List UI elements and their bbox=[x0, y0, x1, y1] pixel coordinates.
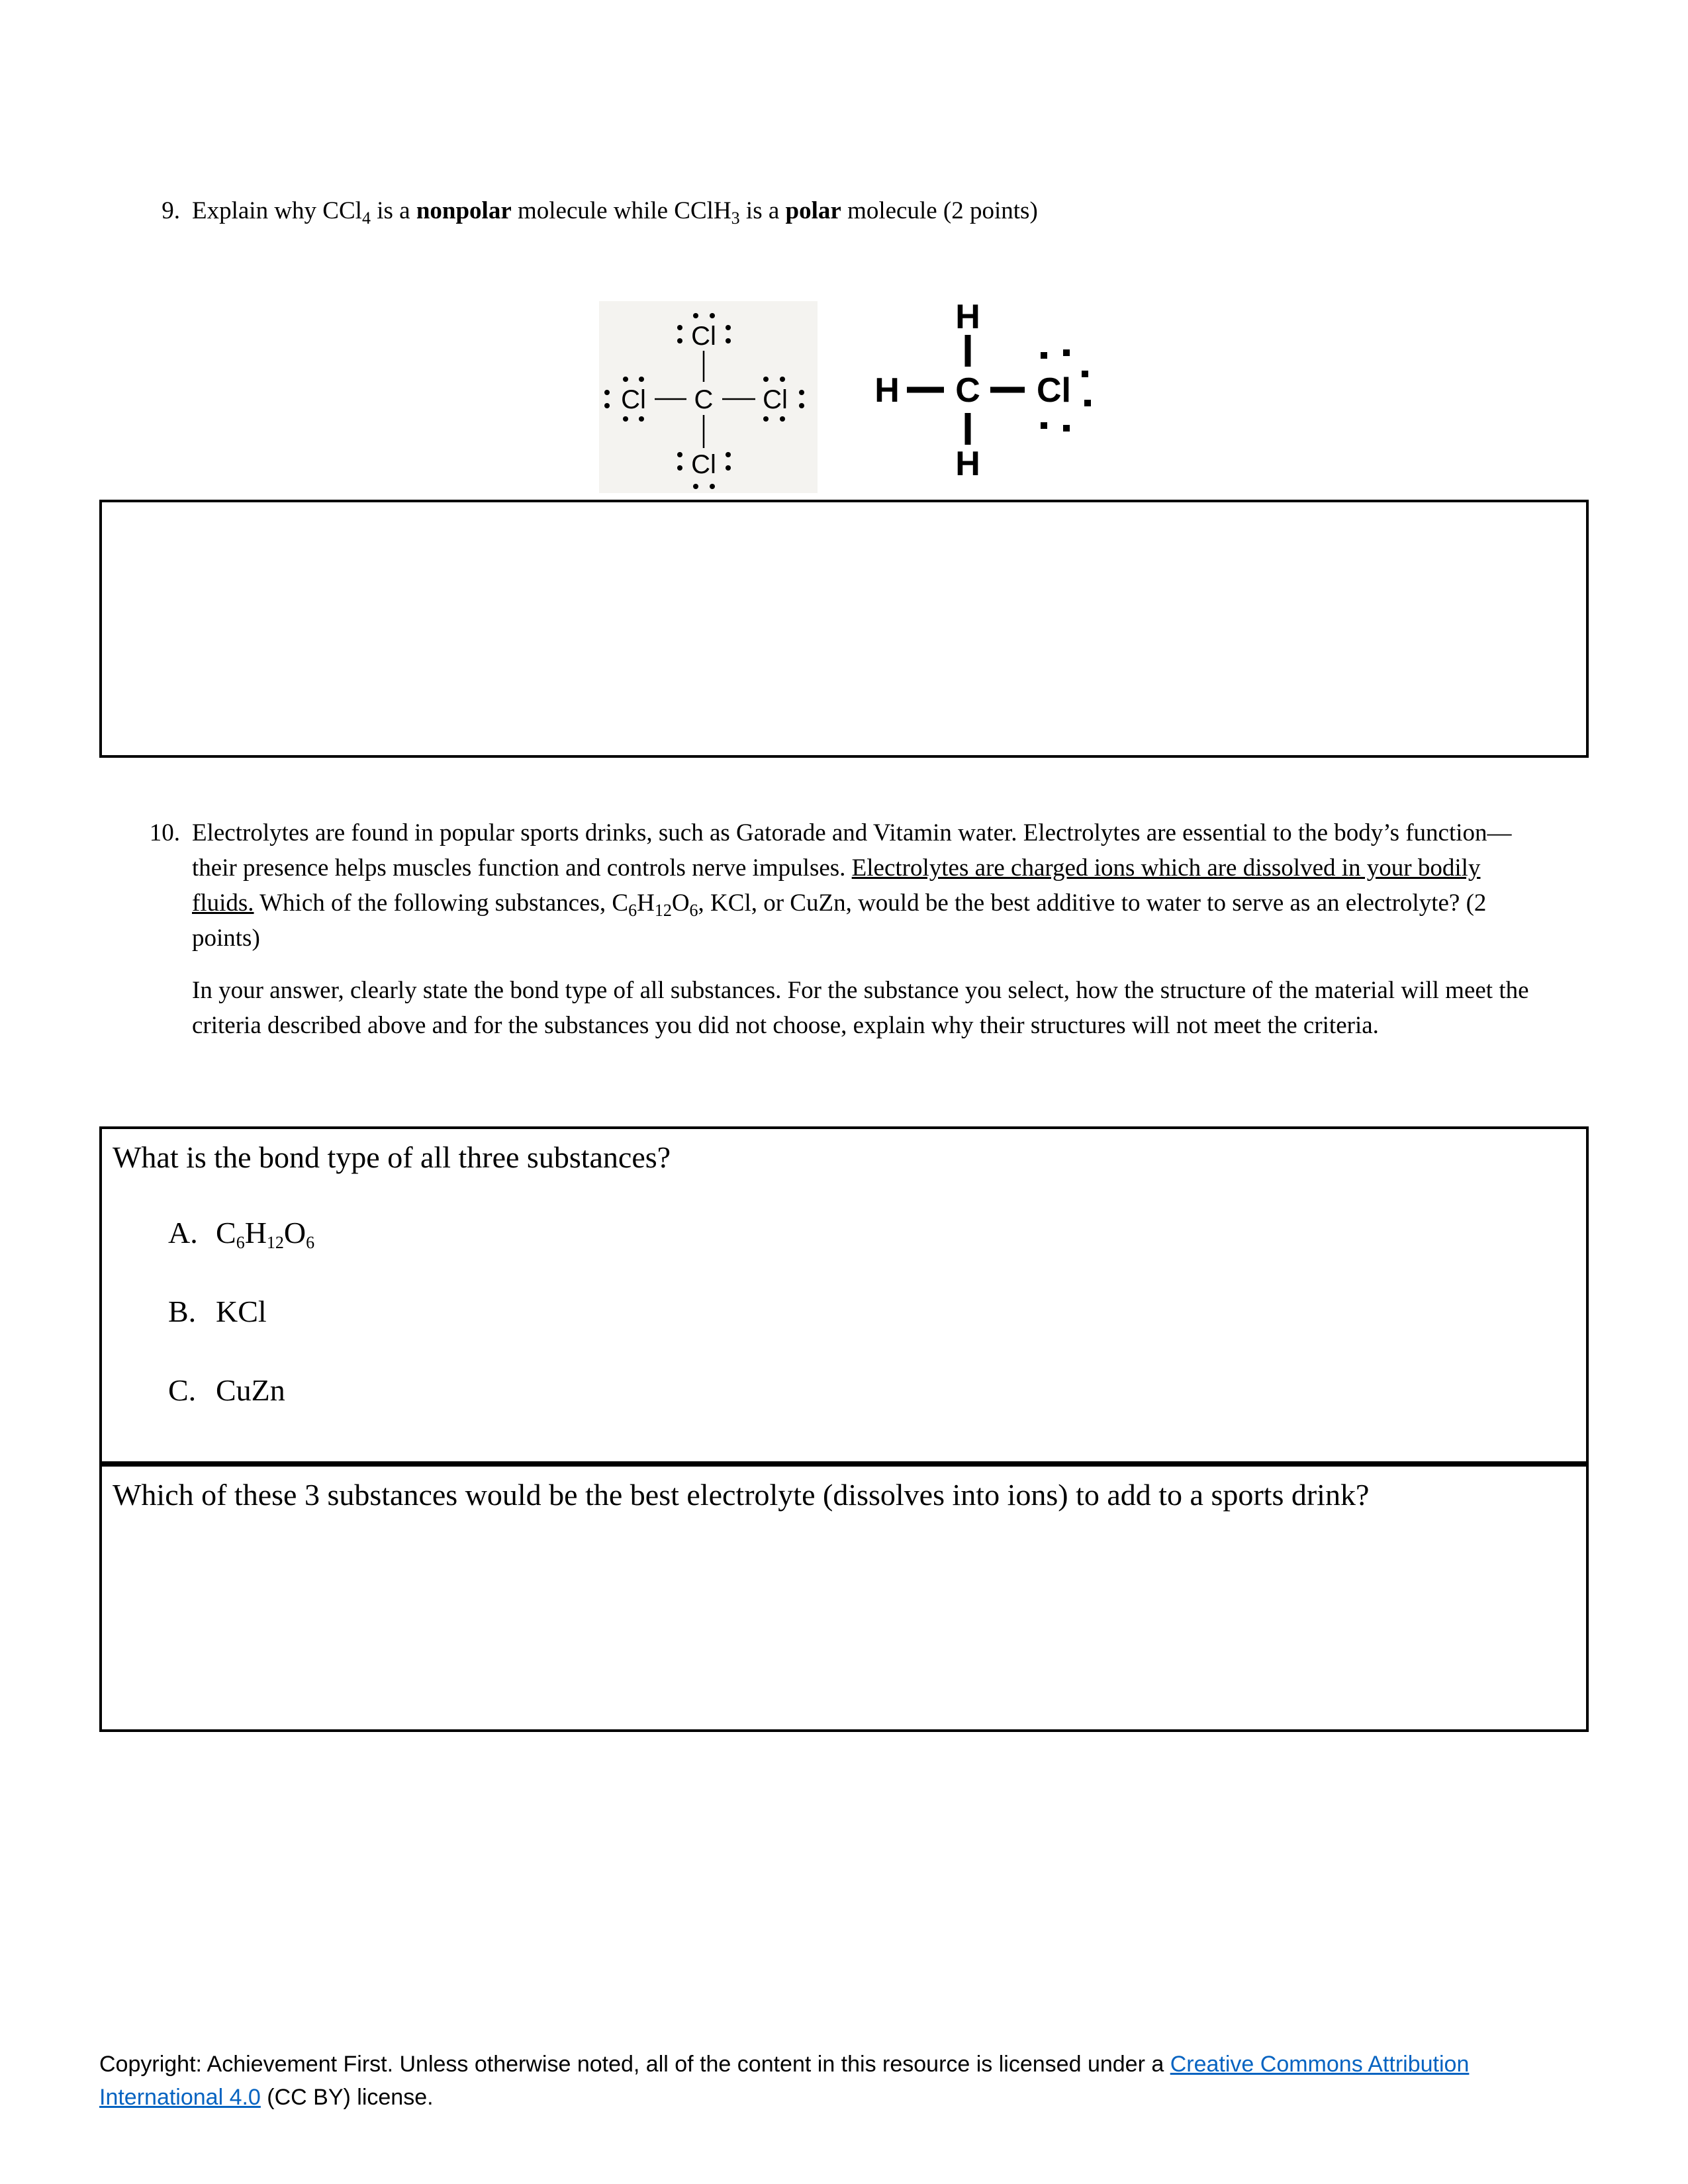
choice-b-label: B. bbox=[168, 1295, 197, 1328]
copyright-footer bbox=[99, 2048, 1642, 2114]
ccl4-bottom-atom: Cl bbox=[691, 450, 716, 479]
q10-text-part: Electrolytes are found in popular sports drinks, such as Gatorade and Vitamin water. Electrolytes are essential to the body’s function—their presence helps muscles function and controls nerve impulses. bbox=[192, 819, 1512, 882]
formula-subscript: 6 bbox=[236, 1233, 245, 1252]
question-10-text bbox=[192, 815, 1546, 1043]
q9-bold-nonpolar: nonpolar bbox=[416, 197, 512, 224]
bond-type-answer-box bbox=[99, 1126, 1589, 1464]
q9-text-part: molecule (2 points) bbox=[841, 197, 1038, 224]
footer-text-part: (CC BY) license. bbox=[260, 2085, 434, 2110]
bond-type-heading: What is the bond type of all three substances? bbox=[113, 1140, 671, 1174]
q9-subscript: 4 bbox=[361, 208, 371, 228]
footer-text-part: Copyright: Achievement First. Unless otherwise noted, all of the content in this resource is licensed under a bbox=[99, 2052, 1170, 2077]
question-9-text bbox=[192, 193, 1038, 228]
creative-commons-link[interactable]: Creative Commons Attribution bbox=[1170, 2052, 1470, 2077]
ccl4-right-atom: Cl bbox=[763, 385, 788, 414]
ccl4-lewis-structure bbox=[599, 301, 818, 493]
choice-a-formula bbox=[216, 1215, 314, 1250]
q10-text-part: , KCl, or CuZn, would be the best additive to water to serve as an electrolyte? (2 points) bbox=[192, 889, 1487, 952]
choice-a bbox=[168, 1215, 1586, 1250]
q10-subscript: 6 bbox=[628, 901, 637, 920]
question-10 bbox=[142, 815, 1556, 1043]
formula-subscript: 12 bbox=[266, 1233, 284, 1252]
q9-text-part: is a bbox=[370, 197, 416, 224]
q10-underlined-text: Electrolytes are charged ions which are dissolved in your bodily fluids. bbox=[192, 854, 1481, 917]
ch3cl-center-atom: C bbox=[955, 371, 980, 410]
substance-choice-list bbox=[168, 1215, 1586, 1408]
q10-subscript: 12 bbox=[654, 901, 672, 920]
q10-text-part: O bbox=[671, 889, 690, 917]
choice-a-label: A. bbox=[168, 1216, 198, 1250]
choice-c bbox=[168, 1373, 1586, 1408]
formula-part: H bbox=[244, 1216, 267, 1250]
question-10-number: 10. bbox=[149, 819, 180, 846]
best-electrolyte-answer-box bbox=[99, 1464, 1589, 1732]
q9-text-part: is a bbox=[739, 197, 786, 224]
ch3cl-bottom-atom: H bbox=[955, 445, 980, 483]
q9-text-part: Explain why CCl bbox=[192, 197, 362, 224]
ccl4-center-atom: C bbox=[694, 385, 714, 414]
ch3cl-left-atom: H bbox=[874, 371, 900, 410]
q9-answer-box bbox=[99, 500, 1589, 758]
q9-subscript: 3 bbox=[731, 208, 740, 228]
choice-b bbox=[168, 1294, 1586, 1329]
q9-bold-polar: polar bbox=[785, 197, 841, 224]
choice-c-label: C. bbox=[168, 1373, 197, 1407]
q9-text-part: molecule while CClH bbox=[511, 197, 731, 224]
formula-part: O bbox=[283, 1216, 306, 1250]
ch3cl-chlorine-atom: Cl bbox=[1037, 371, 1071, 410]
ch3cl-lewis-structure bbox=[854, 283, 1105, 496]
question-9-number: 9. bbox=[162, 197, 180, 224]
best-electrolyte-heading: Which of these 3 substances would be the best electrolyte (dissolves into ions) to add to a sports drink? bbox=[113, 1478, 1370, 1512]
formula-part: C bbox=[216, 1216, 236, 1250]
ch3cl-top-atom: H bbox=[955, 298, 980, 336]
question-9 bbox=[142, 193, 1599, 228]
q10-text-part: Which of the following substances, C bbox=[254, 889, 629, 917]
ccl4-top-atom: Cl bbox=[691, 322, 716, 351]
q10-subscript: 6 bbox=[689, 901, 698, 920]
q10-paragraph-1 bbox=[192, 815, 1546, 956]
formula-subscript: 6 bbox=[306, 1233, 315, 1252]
cc-international-link[interactable]: International 4.0 bbox=[99, 2085, 261, 2110]
ccl4-left-atom: Cl bbox=[621, 385, 646, 414]
choice-b-formula: KCl bbox=[216, 1295, 267, 1328]
q10-text-part: H bbox=[637, 889, 655, 917]
q10-paragraph-2: In your answer, clearly state the bond type of all substances. For the substance you select, how the structure of the material will meet the criteria described above and for the substances you did not choose, explain why their structures will not meet the criteria. bbox=[192, 977, 1529, 1039]
choice-c-formula: CuZn bbox=[216, 1373, 285, 1407]
